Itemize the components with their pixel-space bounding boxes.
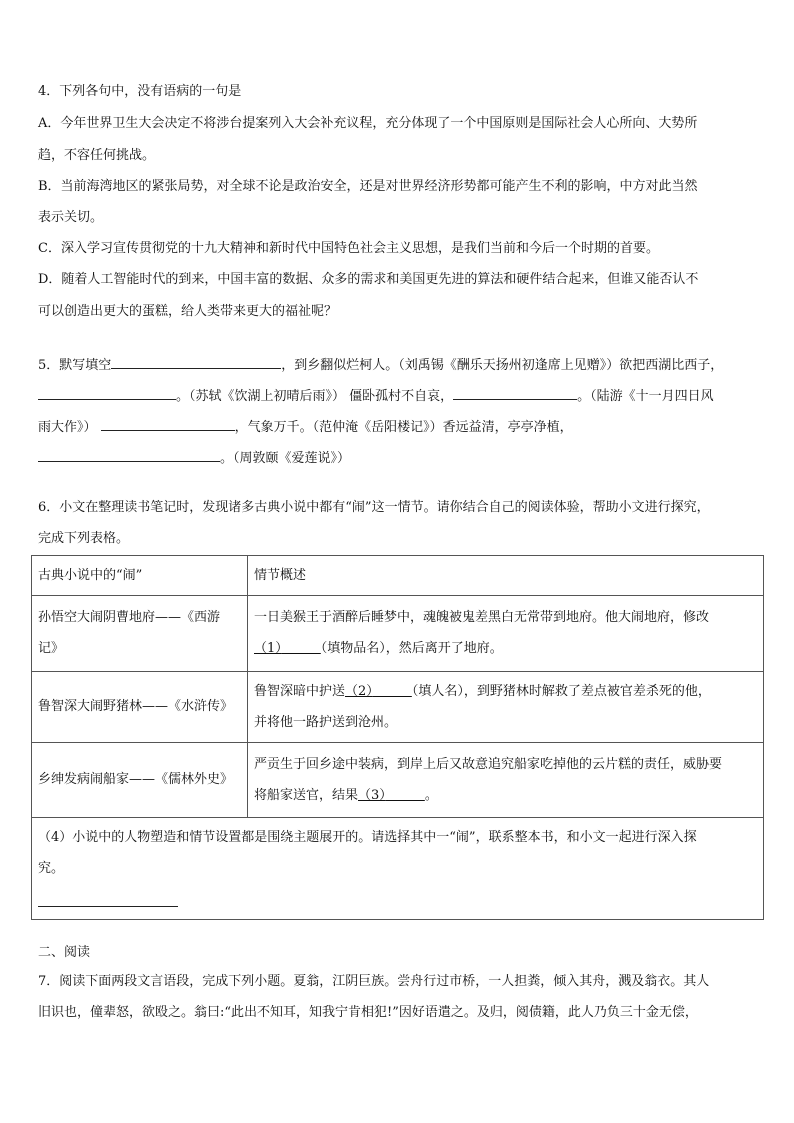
table-row xyxy=(32,743,764,818)
q4-option-d-line1: D．随着人工智能时代的到来，中国丰富的数据、众多的需求和美国更先进的算法和硬件结合起来，但谁又能否认不 xyxy=(38,272,699,287)
q4-option-b-line2: 表示关切。 xyxy=(38,210,104,225)
q5-blank-4[interactable] xyxy=(101,417,235,431)
q5-text-4: 雨大作》） xyxy=(38,420,97,435)
q5-line3 xyxy=(38,417,573,436)
cell-text: 记》 xyxy=(38,641,65,656)
q5-blank-3[interactable] xyxy=(453,386,577,400)
cell-text-b: （填人名），到野猪林时解救了差点被官差杀死的他， xyxy=(411,683,711,699)
table-cell-plot-1 xyxy=(248,596,764,672)
cell-text: 并将他一路护送到沧州。 xyxy=(254,714,398,730)
q5-text-6: 。（周敦颐《爱莲说》） xyxy=(220,451,351,466)
q7-line2: 旧识也，僮辈怒，欲殴之。翁曰:“此出不知耳，知我宁肯相犯!”因好语遣之。及归，阅债籍，此人乃负三十金无偿， xyxy=(38,1005,698,1020)
q5-text-3: 。（陆游《十一月四日风 xyxy=(577,389,714,404)
q7-line1: 7．阅读下面两段文言语段，完成下列小题。夏翁，江阴巨族。尝舟行过市桥，一人担粪，倾入其舟，溅及翁衣。其人 xyxy=(38,974,710,989)
q4-option-b-line1: B．当前海湾地区的紧张局势，对全球不论是政治安全，还是对世界经济形势都可能产生不利的影响，中方对此当然 xyxy=(38,179,698,194)
q4-stem: 4．下列各句中，没有语病的一句是 xyxy=(38,84,242,99)
cell-text-a: 鲁智深暗中护送 xyxy=(254,683,346,699)
q5-line2 xyxy=(38,386,714,405)
cell-text: 孙悟空大闹阴曹地府——《西游 xyxy=(38,610,221,625)
novel-table xyxy=(31,555,764,920)
blank-3-label: （3） xyxy=(358,787,386,803)
table-row xyxy=(32,672,764,743)
cell-text xyxy=(254,684,757,700)
blank-1[interactable] xyxy=(254,641,321,656)
q4-option-a-line1: A．今年世界卫生大会决定不将涉台提案列入大会补充议程，充分体现了一个中国原则是国际社会人心所向、大势所 xyxy=(38,116,698,131)
table-header-row xyxy=(32,556,764,596)
cell-text: （4）小说中的人物塑造和情节设置都是围绕主题展开的。请选择其中一“闹”，联系整本书，和小文一起进行深入探 xyxy=(38,830,697,845)
table-cell-novel-1 xyxy=(32,596,248,672)
cell-text-b: 。 xyxy=(424,787,438,803)
cell-text-rest: （填物品名），然后离开了地府。 xyxy=(320,641,503,656)
blank-2[interactable] xyxy=(345,684,412,699)
cell-text-a: 将船家送官，结果 xyxy=(254,787,359,803)
table-header-plot: 情节概述 xyxy=(248,556,764,596)
q5-line4 xyxy=(38,448,350,467)
answer-line-4[interactable] xyxy=(38,906,178,907)
q4-option-a-line2: 趋，不容任何挑战。 xyxy=(38,148,156,163)
blank-2-label: （2） xyxy=(345,683,373,699)
cell-text: 究。 xyxy=(38,861,65,876)
cell-text: 严贡生于回乡途中装病，到岸上后又故意追究船家吃掉他的云片糕的责任，威胁要 xyxy=(254,756,723,772)
cell-text xyxy=(254,641,757,657)
blank-3[interactable] xyxy=(358,788,425,803)
q5-line1 xyxy=(38,355,723,374)
q4-option-c-line1: C．深入学习宣传贯彻党的十九大精神和新时代中国特色社会主义思想，是我们当前和今后一个时期的首要。 xyxy=(38,241,659,256)
q5-blank-1[interactable] xyxy=(111,355,281,369)
table-row-q4 xyxy=(32,818,764,920)
q5-label: 5．默写填空 xyxy=(38,358,112,373)
table-cell-plot-2 xyxy=(248,672,764,743)
table-cell-novel-2: 鲁智深大闹野猪林——《水浒传》 xyxy=(32,672,248,743)
cell-text xyxy=(254,788,757,804)
q5-text-2: 。（苏轼《饮湖上初晴后雨》） 僵卧孤村不自哀， xyxy=(176,389,454,404)
section-heading-reading: 二、阅读 xyxy=(38,945,91,960)
table-row xyxy=(32,596,764,672)
table-cell-question-4 xyxy=(32,818,764,920)
table-cell-plot-3 xyxy=(248,743,764,818)
q4-option-d-line2: 可以创造出更大的蛋糕，给人类带来更大的福祉呢？ xyxy=(38,304,338,319)
q5-text-5: ，气象万千。（范仲淹《岳阳楼记》）香远益清，亭亭净植， xyxy=(234,420,573,435)
q6-intro-line1: 6．小文在整理读书笔记时，发现诸多古典小说中都有“闹”这一情节。请你结合自己的阅读体验，帮助小文进行探究， xyxy=(38,500,710,515)
table-cell-novel-3: 乡绅发病闹船家——《儒林外史》 xyxy=(32,743,248,818)
q5-text-1: ，到乡翻似烂柯人。（刘禹锡《酬乐天扬州初逢席上见赠》）欲把西湖比西子， xyxy=(281,358,724,373)
q5-blank-2[interactable] xyxy=(38,386,176,400)
q6-intro-line2: 完成下列表格。 xyxy=(38,531,130,546)
table-header-novel: 古典小说中的“闹” xyxy=(32,556,248,596)
q5-blank-5[interactable] xyxy=(38,448,220,462)
cell-text: 一日美猴王于酒醉后睡梦中，魂魄被鬼差黑白无常带到地府。他大闹地府，修改 xyxy=(254,610,710,625)
blank-1-label: （1） xyxy=(254,641,282,656)
